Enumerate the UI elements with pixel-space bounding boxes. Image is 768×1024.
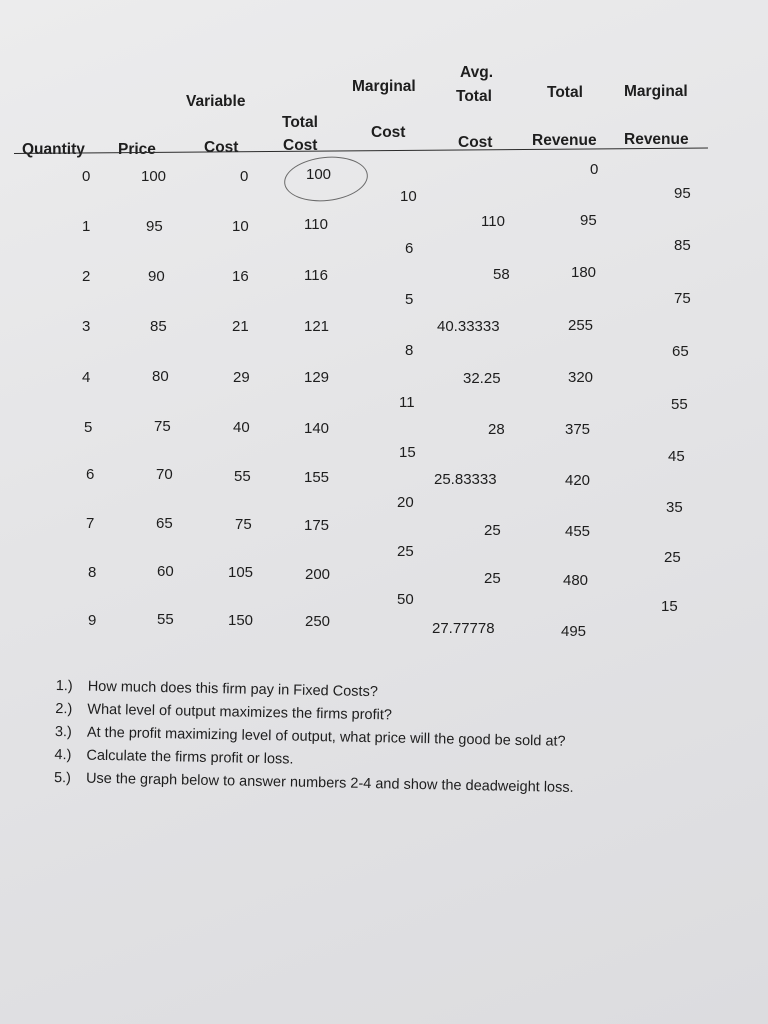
header-price: Price	[118, 141, 156, 158]
header-marginal: Marginal	[352, 78, 416, 95]
cell-total-revenue: 95	[580, 212, 597, 229]
cell-total-cost: 140	[304, 420, 330, 437]
cell-marginal-cost: 5	[405, 291, 414, 308]
cell-avg-total-cost: 110	[481, 213, 505, 230]
cell-variable-cost: 40	[233, 419, 250, 436]
cell-price: 95	[146, 218, 163, 235]
header-total-rev: Total	[547, 84, 583, 101]
cell-variable-cost: 105	[228, 564, 254, 581]
cell-avg-total-cost: 28	[488, 421, 505, 438]
cell-marginal-cost: 15	[399, 444, 416, 461]
header-marginal-rev: Marginal	[624, 83, 688, 100]
cell-marginal-revenue: 75	[674, 290, 691, 307]
cell-marginal-cost: 8	[405, 342, 414, 359]
cell-quantity: 8	[88, 564, 97, 581]
cell-avg-total-cost: 32.25	[463, 370, 501, 387]
cell-avg-total-cost: 40.33333	[437, 318, 500, 335]
cell-variable-cost: 150	[228, 612, 254, 629]
cell-price: 75	[154, 418, 171, 435]
cell-total-revenue: 375	[565, 421, 591, 438]
cell-total-cost: 110	[304, 216, 328, 233]
question-item: 1.) How much does this firm pay in Fixed Costs?	[55, 677, 378, 701]
cell-total-cost: 116	[304, 267, 328, 284]
cell-variable-cost: 16	[232, 268, 249, 285]
cell-quantity: 0	[82, 168, 91, 185]
cell-total-cost: 175	[304, 517, 330, 534]
header-total-revenue: Revenue	[532, 132, 597, 149]
cell-total-cost: 100	[306, 166, 332, 183]
cell-total-revenue: 495	[561, 623, 587, 640]
cell-marginal-revenue: 85	[674, 237, 691, 254]
cell-price: 100	[141, 168, 167, 185]
cell-price: 65	[156, 515, 173, 532]
cell-marginal-revenue: 45	[668, 448, 685, 465]
cell-avg-total-cost: 25.83333	[434, 471, 497, 488]
cell-variable-cost: 29	[233, 369, 250, 386]
cell-avg-total-cost: 25	[484, 570, 501, 587]
cell-quantity: 3	[82, 318, 91, 335]
question-item: 2.) What level of output maximizes the firms profit?	[55, 700, 393, 724]
cell-marginal-cost: 6	[405, 240, 414, 257]
cell-quantity: 5	[84, 419, 93, 436]
header-total: Total	[282, 114, 318, 131]
cell-marginal-cost: 20	[397, 494, 414, 511]
cell-price: 80	[152, 368, 169, 385]
cell-total-revenue: 0	[590, 161, 599, 178]
question-item: 5.) Use the graph below to answer numbers 2-4 and show the deadweight loss.	[53, 769, 574, 796]
cell-price: 85	[150, 318, 167, 335]
cell-variable-cost: 55	[234, 468, 251, 485]
cell-avg-total-cost: 25	[484, 522, 501, 539]
cell-variable-cost: 10	[232, 218, 249, 235]
cell-marginal-revenue: 25	[664, 549, 681, 566]
cell-marginal-revenue: 35	[666, 499, 683, 516]
cell-avg-total-cost: 27.77778	[432, 620, 495, 637]
question-item: 4.) Calculate the firms profit or loss.	[54, 746, 294, 768]
cell-quantity: 9	[88, 612, 97, 629]
cell-marginal-cost: 11	[399, 394, 415, 411]
header-avg: Avg.	[460, 64, 494, 81]
cell-total-revenue: 455	[565, 523, 591, 540]
cell-marginal-cost: 25	[397, 543, 414, 560]
cell-total-revenue: 480	[563, 572, 589, 589]
cell-total-cost: 250	[305, 613, 331, 630]
cell-price: 55	[157, 611, 174, 628]
cell-total-revenue: 180	[571, 264, 597, 281]
cell-total-cost: 200	[305, 566, 331, 583]
cell-quantity: 7	[86, 515, 95, 532]
cell-marginal-revenue: 15	[661, 598, 678, 615]
cell-variable-cost: 21	[232, 318, 249, 335]
questions-list	[54, 675, 696, 802]
header-avg-cost: Cost	[458, 134, 493, 151]
header-variable: Variable	[186, 93, 246, 110]
header-variable-cost: Cost	[204, 139, 239, 156]
cell-quantity: 6	[86, 466, 95, 483]
cell-total-revenue: 320	[568, 369, 594, 386]
cell-total-cost: 121	[304, 318, 330, 335]
cell-marginal-cost: 50	[397, 591, 414, 608]
cell-price: 60	[157, 563, 174, 580]
cell-total-cost: 155	[304, 469, 330, 486]
cell-avg-total-cost: 58	[493, 266, 510, 283]
header-quantity: Quantity	[22, 141, 85, 158]
cell-price: 90	[148, 268, 165, 285]
header-marginal-revenue: Revenue	[624, 131, 689, 148]
header-marginal-cost: Cost	[371, 124, 406, 141]
header-total-cost: Cost	[283, 137, 318, 154]
cell-total-revenue: 420	[565, 472, 591, 489]
cell-total-cost: 129	[304, 369, 330, 386]
cell-total-revenue: 255	[568, 317, 594, 334]
cell-marginal-revenue: 55	[671, 396, 688, 413]
cell-quantity: 4	[82, 369, 91, 386]
cell-marginal-revenue: 65	[672, 343, 689, 360]
cell-price: 70	[156, 466, 173, 483]
cell-marginal-cost: 10	[400, 188, 417, 205]
question-item: 3.) At the profit maximizing level of output, what price will the good be sold at?	[54, 723, 566, 750]
cell-marginal-revenue: 95	[674, 185, 691, 202]
cell-variable-cost: 0	[240, 168, 249, 185]
header-avg-total: Total	[456, 88, 492, 105]
cell-quantity: 1	[82, 218, 91, 235]
cell-variable-cost: 75	[235, 516, 252, 533]
cell-quantity: 2	[82, 268, 91, 285]
